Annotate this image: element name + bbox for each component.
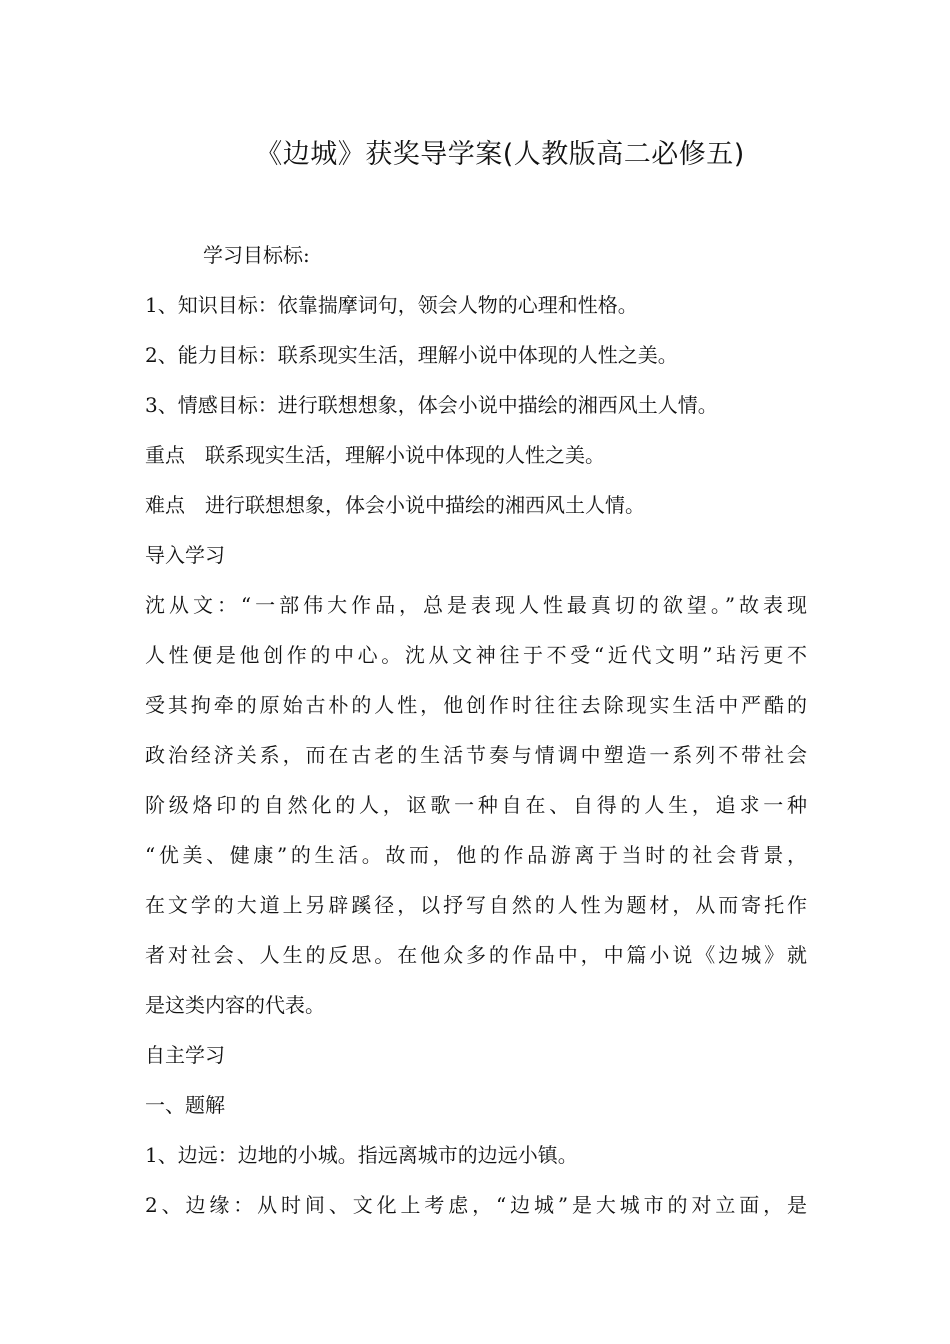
self-study-heading: 自主学习: [145, 1043, 225, 1067]
intro-heading: 导入学习: [145, 543, 225, 567]
objectives-heading: 学习目标标:: [203, 243, 310, 267]
intro-paragraph-line: 沈从文：“一部伟大作品，总是表现人性最真切的欲望。”故表现: [145, 593, 807, 617]
explanation-item: 2、边缘：从时间、文化上考虑，“边城”是大城市的对立面，是: [145, 1193, 807, 1217]
intro-paragraph-line: 政治经济关系，而在古老的生活节奏与情调中塑造一系列不带社会: [145, 743, 807, 767]
key-point-text: 联系现实生活，理解小说中体现的人性之美。: [205, 443, 605, 467]
key-point-label: 重点: [145, 443, 185, 467]
objective-item: 2、能力目标：联系现实生活，理解小说中体现的人性之美。: [145, 343, 678, 367]
intro-paragraph-line: 阶级烙印的自然化的人，讴歌一种自在、自得的人生，追求一种: [145, 793, 807, 817]
explanation-item: 1、边远：边地的小城。指远离城市的边远小镇。: [145, 1143, 578, 1167]
intro-paragraph-line: 受其拘牵的原始古朴的人性，他创作时往往去除现实生活中严酷的: [145, 693, 807, 717]
difficulty-label: 难点: [145, 493, 185, 517]
key-point: [145, 430, 807, 480]
intro-paragraph-line: 者对社会、人生的反思。在他众多的作品中，中篇小说《边城》就: [145, 943, 807, 967]
intro-paragraph-line: “优美、健康”的生活。故而，他的作品游离于当时的社会背景，: [145, 843, 807, 867]
document-title: 《边城》获奖导学案(人教版高二必修五): [255, 139, 745, 170]
intro-paragraph-line: 在文学的大道上另辟蹊径，以抒写自然的人性为题材，从而寄托作: [145, 893, 807, 917]
objective-item: 3、情感目标：进行联想想象，体会小说中描绘的湘西风土人情。: [145, 393, 718, 417]
difficulty: [145, 480, 807, 530]
objective-item: 1、知识目标：依靠揣摩词句，领会人物的心理和性格。: [145, 293, 638, 317]
intro-paragraph-line: 人性便是他创作的中心。沈从文神往于不受“近代文明”玷污更不: [145, 643, 807, 667]
difficulty-text: 进行联想想象，体会小说中描绘的湘西风土人情。: [205, 493, 645, 517]
intro-paragraph-line: 是这类内容的代表。: [145, 993, 325, 1017]
section-one-heading: 一、题解: [145, 1093, 225, 1117]
document-body: [145, 230, 807, 1230]
